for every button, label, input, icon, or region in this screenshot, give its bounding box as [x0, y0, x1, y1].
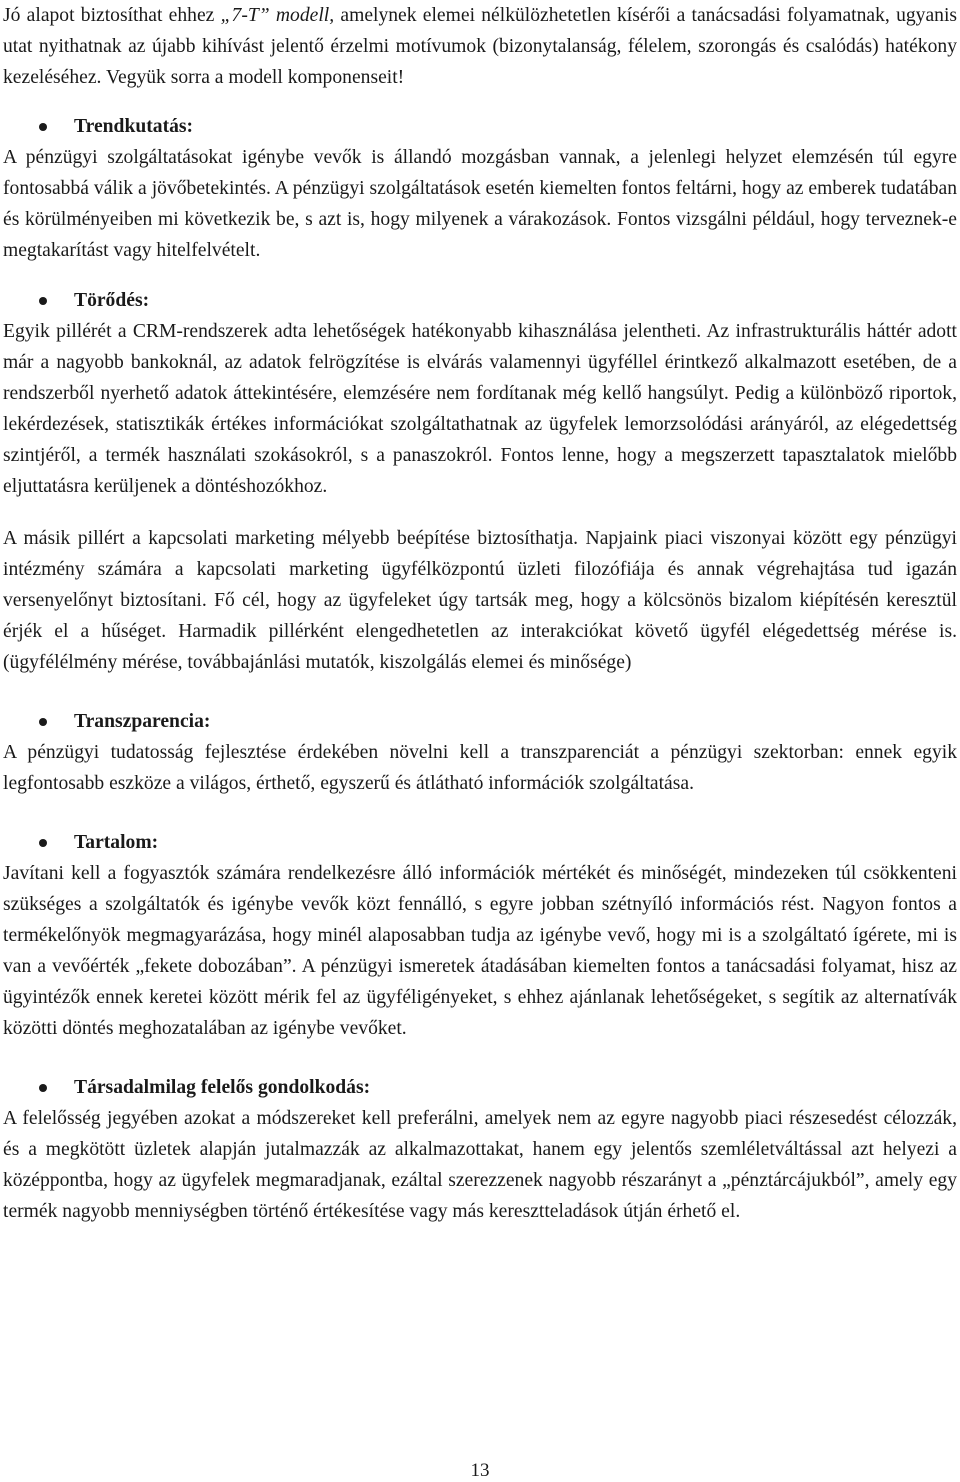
bullet-icon	[39, 123, 47, 131]
bullet-icon	[39, 839, 47, 847]
section-tartalom	[3, 827, 957, 1044]
section-torodes	[3, 285, 957, 678]
section-trendkutatas	[3, 111, 957, 266]
section-tarsadalmi-felelosseg	[3, 1072, 957, 1227]
section-heading: Tartalom:	[3, 827, 957, 858]
page-number: 13	[470, 1460, 490, 1481]
section-heading: Törődés:	[3, 285, 957, 316]
model-name: „7-T” modell,	[220, 5, 335, 26]
section-paragraph: A másik pillért a kapcsolati marketing mélyebb beépítése biztosíthatja. Napjaink piaci viszonyai között egy pénzügyi intézmény számára a kapcsolati marketing ügyfélközpontú üzleti filozófiája és annak végrehajtása tud igazán versenyelőnyt biztosítani. Fő cél, hogy az ügyfeleket úgy tartsák meg, hogy a kölcsönös bizalom kiépítésén keresztül érjék el a hűséget. Harmadik pillérként elengedhetetlen az interakciókat követő ügyfél elégedettség mérése is. (ügyfélélmény mérése, továbbajánlási mutatók, kiszolgálás elemei és minősége)	[3, 528, 957, 673]
section-paragraph: A pénzügyi tudatosság fejlesztése érdekében növelni kell a transzparenciát a pénzügyi szektorban: ennek egyik legfontosabb eszköze a világos, érthető, egyszerű és átlátható információk szolgáltatása.	[3, 742, 957, 794]
intro-text-end: amelynek elemei nélkülözhetetlen kísérői a tanácsadási folyamatnak, ugyanis utat nyithatnak az újabb kihívást jelentő érzelmi motívumok (bizonytalanság, félelem, szorongás és csalódás) hatékony kezeléséhez. Vegyük sorra a modell komponenseit!	[3, 5, 958, 88]
section-heading: Trendkutatás:	[3, 111, 957, 142]
bullet-icon	[39, 718, 47, 726]
section-heading: Társadalmilag felelős gondolkodás:	[3, 1072, 957, 1103]
section-paragraph: A pénzügyi szolgáltatásokat igénybe vevők is állandó mozgásban vannak, a jelenlegi helyzet elemzésén túl egyre fontosabbá válik a jövőbetekintés. A pénzügyi szolgáltatások esetén kiemelten fontos feltárni, hogy az emberek tudatában és körülményeiben mi következik be, s azt is, hogy milyenek a várakozások. Fontos vizsgálni például, hogy terveznek-e megtakarítást vagy hitelfelvételt.	[3, 147, 957, 261]
section-paragraph: Egyik pillérét a CRM-rendszerek adta lehetőségek hatékonyabb kihasználása jelentheti. Az infrastrukturális háttér adott már a nagyobb bankoknál, az adatok felrögzítése is elvárás valamennyi ügyféllel érintkező alkalmazott esetében, de a rendszerből nyerhető adatok áttekintésére, elemzésére nem fordítanak még kellő hangsúlyt. Pedig a különböző riportok, lekérdezések, statisztikák értékes információkat szolgáltathatnak az ügyfelek lemorzsolódási arányáról, az elégedettség szintjéről, a termék használati szokásokról, s a panaszokról. Fontos lenne, hogy a megszerzett tapasztalatok mielőbb eljuttatásra kerüljenek a döntéshozókhoz.	[3, 321, 957, 497]
section-paragraph: A felelősség jegyében azokat a módszereket kell preferálni, amelyek nem az egyre nagyobb piaci részesedést célozzák, és a megkötött üzletek alapján jutalmazzák az alkalmazottakat, hanem egy jelentős szemléletváltással azt helyezi a középpontba, hogy az ügyfelek megmaradjanak, ezáltal szerezzenek nagyobb részarányt a „pénztárcájukból”, amely egy termék nagyobb menniységben történő értékesítése vagy más keresztteladások útján érhető el.	[3, 1108, 957, 1222]
bullet-icon	[39, 1084, 47, 1092]
section-paragraph: Javítani kell a fogyasztók számára rendelkezésre álló információk mértékét és minőségét, mindezeken túl csökkenteni szükséges a szolgáltatók és igénybe vevők közt fennálló, s egyre jobban szétnyíló információs rést. Nagyon fontos a termékelőnyök megmagyarázása, hogy minél alaposabban tudja az igénybe vevő, hogy mi is a szolgáltató ígérete, mi is van a vevőérték „fekete dobozában”. A pénzügyi ismeretek átadásában kiemelten fontos a tanácsadási folyamat, hisz az ügyintézők ennek keretei között mérik fel az ügyféligényeket, s ehhez ajánlanak lehetőségeket, s segítik az alternatívák közötti döntés meghozatalában az igénybe vevőket.	[3, 863, 957, 1039]
intro-text-start: Jó alapot biztosíthat ehhez	[3, 5, 221, 26]
intro-paragraph	[3, 0, 957, 93]
section-heading: Transzparencia:	[3, 706, 957, 737]
bullet-icon	[39, 297, 47, 305]
section-transzparencia	[3, 706, 957, 799]
document-page	[3, 0, 957, 1227]
